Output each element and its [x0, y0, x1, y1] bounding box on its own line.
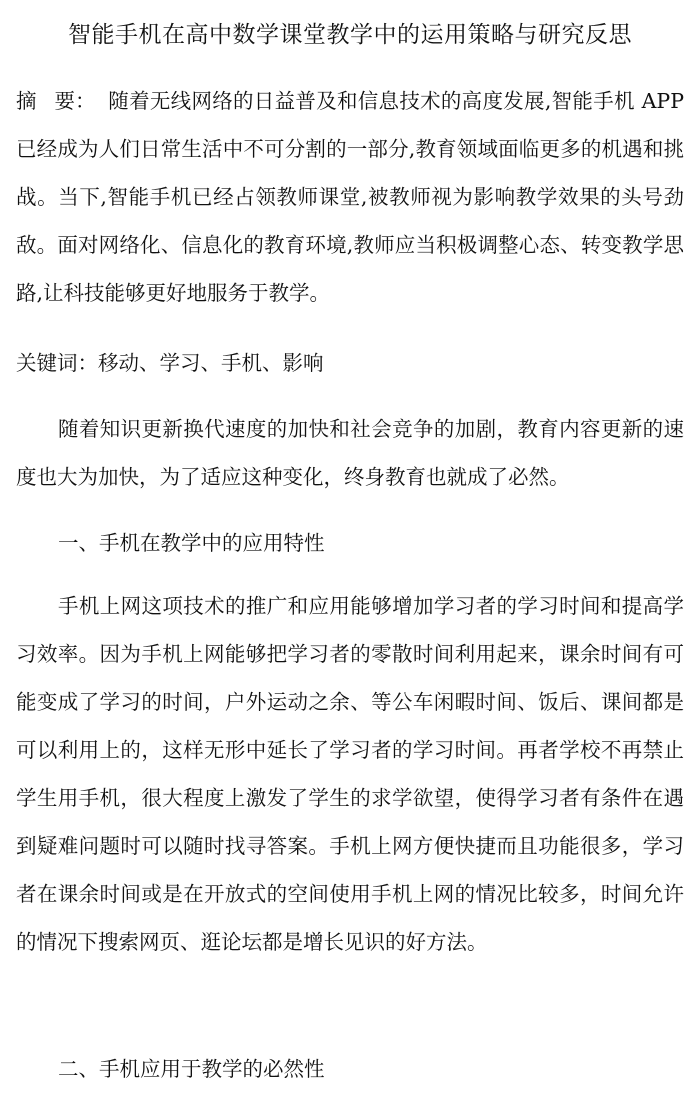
abstract-label: [16, 77, 108, 125]
abstract-text: 随着无线网络的日益普及和信息技术的高度发展,智能手机 APP 已经成为人们日常生活中不可分割的一部分,教育领域面临更多的机遇和挑战。当下,智能手机已经占领教师课堂,被教师视为影响教学效果的头号劲敌。面对网络化、信息化的教育环境,教师应当积极调整心态、转变教学思路,让科技能够更好地服务于教学。: [16, 89, 684, 305]
keywords-paragraph: [16, 339, 684, 387]
paper-title: 智能手机在高中数学课堂教学中的运用策略与研究反思: [68, 22, 632, 48]
abstract-paragraph: [16, 77, 684, 317]
section-1-heading: 一、手机在教学中的应用特性: [58, 531, 325, 555]
keywords-text: 移动、学习、手机、影响: [98, 351, 324, 375]
intro-paragraph: 随着知识更新换代速度的加快和社会竞争的加剧，教育内容更新的速度也大为加快，为了适应这种变化，终身教育也就成了必然。: [16, 417, 684, 489]
keywords-label: 关键词：: [16, 351, 98, 375]
section-2-heading: 二、手机应用于教学的必然性: [58, 1057, 325, 1081]
section-1-paragraph: 手机上网这项技术的推广和应用能够增加学习者的学习时间和提高学习效率。因为手机上网能够把学习者的零散时间利用起来，课余时间有可能变成了学习的时间，户外运动之余、等公车闲暇时间、饭后、课间都是可以利用上的，这样无形中延长了学习者的学习时间。再者学校不再禁止学生用手机，很大程度上激发了学生的求学欲望，使得学习者有条件在遇到疑难问题时可以随时找寻答案。手机上网方便快捷而且功能很多，学习者在课余时间或是在开放式的空间使用手机上网的情况比较多，时间允许的情况下搜索网页、逛论坛都是增长见识的好方法。: [16, 594, 684, 954]
abstract-label-char1: 摘: [16, 89, 37, 113]
abstract-label-char2: 要：: [54, 89, 96, 113]
